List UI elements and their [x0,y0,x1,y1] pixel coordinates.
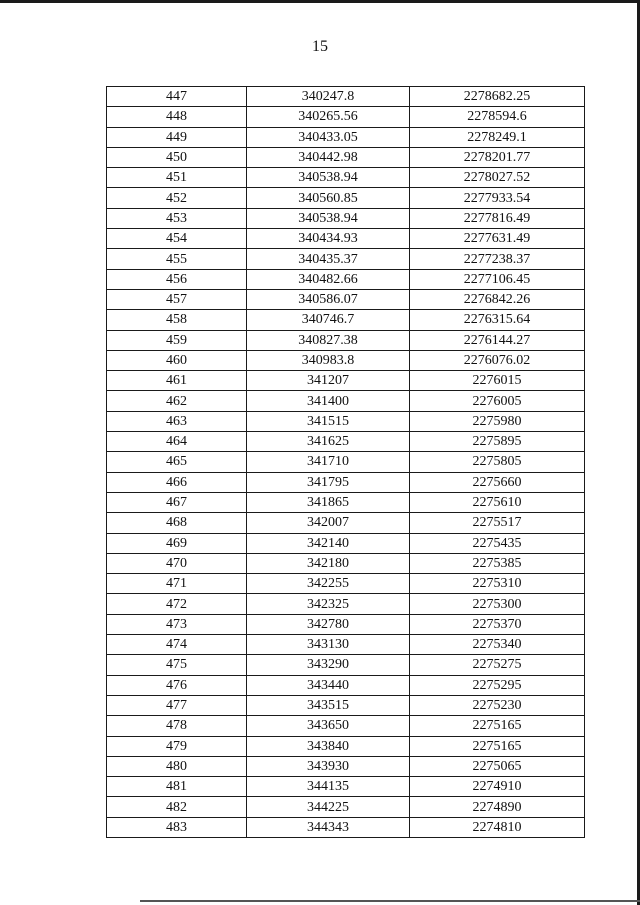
point-number-cell: 477 [107,695,247,715]
x-coordinate-cell: 340265.56 [247,107,410,127]
table-row [107,310,585,330]
table-row [107,350,585,370]
x-coordinate-cell: 341515 [247,411,410,431]
x-coordinate-cell: 340434.93 [247,229,410,249]
point-number-cell: 449 [107,127,247,147]
point-number-cell: 473 [107,614,247,634]
table-row [107,594,585,614]
y-coordinate-cell: 2275895 [410,432,585,452]
table-row [107,269,585,289]
x-coordinate-cell: 340560.85 [247,188,410,208]
x-coordinate-cell: 340746.7 [247,310,410,330]
x-coordinate-cell: 341400 [247,391,410,411]
point-number-cell: 458 [107,310,247,330]
point-number-cell: 450 [107,147,247,167]
x-coordinate-cell: 340247.8 [247,87,410,107]
point-number-cell: 448 [107,107,247,127]
y-coordinate-cell: 2275165 [410,716,585,736]
point-number-cell: 483 [107,817,247,837]
table-row [107,655,585,675]
x-coordinate-cell: 343130 [247,635,410,655]
table-row [107,391,585,411]
y-coordinate-cell: 2276144.27 [410,330,585,350]
table-row [107,127,585,147]
y-coordinate-cell: 2275310 [410,574,585,594]
table-row [107,87,585,107]
table-row [107,432,585,452]
y-coordinate-cell: 2275295 [410,675,585,695]
y-coordinate-cell: 2278201.77 [410,147,585,167]
x-coordinate-cell: 342780 [247,614,410,634]
x-coordinate-cell: 340433.05 [247,127,410,147]
table-row [107,533,585,553]
y-coordinate-cell: 2276315.64 [410,310,585,330]
x-coordinate-cell: 340442.98 [247,147,410,167]
y-coordinate-cell: 2277238.37 [410,249,585,269]
x-coordinate-cell: 340983.8 [247,350,410,370]
table-row [107,472,585,492]
table-row [107,208,585,228]
y-coordinate-cell: 2277106.45 [410,269,585,289]
table-row [107,371,585,391]
point-number-cell: 482 [107,797,247,817]
x-coordinate-cell: 341625 [247,432,410,452]
table-row [107,168,585,188]
table-row [107,797,585,817]
point-number-cell: 455 [107,249,247,269]
x-coordinate-cell: 340482.66 [247,269,410,289]
x-coordinate-cell: 342325 [247,594,410,614]
point-number-cell: 459 [107,330,247,350]
x-coordinate-cell: 344135 [247,777,410,797]
table-row [107,574,585,594]
x-coordinate-cell: 341795 [247,472,410,492]
point-number-cell: 463 [107,411,247,431]
scan-top-edge [0,0,640,3]
point-number-cell: 476 [107,675,247,695]
y-coordinate-cell: 2274890 [410,797,585,817]
point-number-cell: 456 [107,269,247,289]
x-coordinate-cell: 340435.37 [247,249,410,269]
y-coordinate-cell: 2275165 [410,736,585,756]
page-number: 15 [312,38,328,55]
point-number-cell: 480 [107,756,247,776]
y-coordinate-cell: 2275385 [410,553,585,573]
y-coordinate-cell: 2275370 [410,614,585,634]
table-row [107,716,585,736]
x-coordinate-cell: 344343 [247,817,410,837]
y-coordinate-cell: 2275660 [410,472,585,492]
coordinates-table [106,86,585,838]
table-row [107,289,585,309]
x-coordinate-cell: 341207 [247,371,410,391]
point-number-cell: 481 [107,777,247,797]
y-coordinate-cell: 2278249.1 [410,127,585,147]
table-row [107,553,585,573]
table-row [107,249,585,269]
y-coordinate-cell: 2275230 [410,695,585,715]
table-row [107,614,585,634]
point-number-cell: 470 [107,553,247,573]
y-coordinate-cell: 2275275 [410,655,585,675]
x-coordinate-cell: 340586.07 [247,289,410,309]
point-number-cell: 474 [107,635,247,655]
x-coordinate-cell: 342140 [247,533,410,553]
x-coordinate-cell: 340827.38 [247,330,410,350]
x-coordinate-cell: 341865 [247,492,410,512]
x-coordinate-cell: 343440 [247,675,410,695]
y-coordinate-cell: 2275340 [410,635,585,655]
table-row [107,107,585,127]
table-row [107,229,585,249]
x-coordinate-cell: 343515 [247,695,410,715]
y-coordinate-cell: 2277933.54 [410,188,585,208]
y-coordinate-cell: 2278682.25 [410,87,585,107]
point-number-cell: 453 [107,208,247,228]
x-coordinate-cell: 342180 [247,553,410,573]
table-row [107,675,585,695]
table-row [107,411,585,431]
table-row [107,635,585,655]
point-number-cell: 471 [107,574,247,594]
y-coordinate-cell: 2275517 [410,513,585,533]
x-coordinate-cell: 340538.94 [247,208,410,228]
y-coordinate-cell: 2278594.6 [410,107,585,127]
y-coordinate-cell: 2275435 [410,533,585,553]
y-coordinate-cell: 2276076.02 [410,350,585,370]
x-coordinate-cell: 343650 [247,716,410,736]
point-number-cell: 452 [107,188,247,208]
table-row [107,492,585,512]
x-coordinate-cell: 343290 [247,655,410,675]
table-row [107,188,585,208]
y-coordinate-cell: 2276015 [410,371,585,391]
point-number-cell: 472 [107,594,247,614]
y-coordinate-cell: 2275805 [410,452,585,472]
table-row [107,695,585,715]
y-coordinate-cell: 2275300 [410,594,585,614]
point-number-cell: 466 [107,472,247,492]
point-number-cell: 468 [107,513,247,533]
table-row [107,147,585,167]
point-number-cell: 462 [107,391,247,411]
y-coordinate-cell: 2277816.49 [410,208,585,228]
point-number-cell: 479 [107,736,247,756]
point-number-cell: 465 [107,452,247,472]
y-coordinate-cell: 2276005 [410,391,585,411]
y-coordinate-cell: 2274910 [410,777,585,797]
y-coordinate-cell: 2274810 [410,817,585,837]
point-number-cell: 457 [107,289,247,309]
point-number-cell: 464 [107,432,247,452]
y-coordinate-cell: 2278027.52 [410,168,585,188]
x-coordinate-cell: 342007 [247,513,410,533]
table-row [107,736,585,756]
y-coordinate-cell: 2275065 [410,756,585,776]
table-row [107,330,585,350]
table-row [107,756,585,776]
x-coordinate-cell: 342255 [247,574,410,594]
coordinates-table-body [107,87,585,838]
x-coordinate-cell: 343840 [247,736,410,756]
x-coordinate-cell: 340538.94 [247,168,410,188]
y-coordinate-cell: 2277631.49 [410,229,585,249]
table-row [107,452,585,472]
x-coordinate-cell: 343930 [247,756,410,776]
point-number-cell: 478 [107,716,247,736]
point-number-cell: 461 [107,371,247,391]
table-row [107,817,585,837]
y-coordinate-cell: 2275610 [410,492,585,512]
scan-bottom-edge [140,900,640,902]
y-coordinate-cell: 2275980 [410,411,585,431]
point-number-cell: 460 [107,350,247,370]
x-coordinate-cell: 341710 [247,452,410,472]
point-number-cell: 451 [107,168,247,188]
y-coordinate-cell: 2276842.26 [410,289,585,309]
point-number-cell: 475 [107,655,247,675]
table-row [107,513,585,533]
x-coordinate-cell: 344225 [247,797,410,817]
point-number-cell: 447 [107,87,247,107]
point-number-cell: 467 [107,492,247,512]
point-number-cell: 469 [107,533,247,553]
point-number-cell: 454 [107,229,247,249]
table-row [107,777,585,797]
